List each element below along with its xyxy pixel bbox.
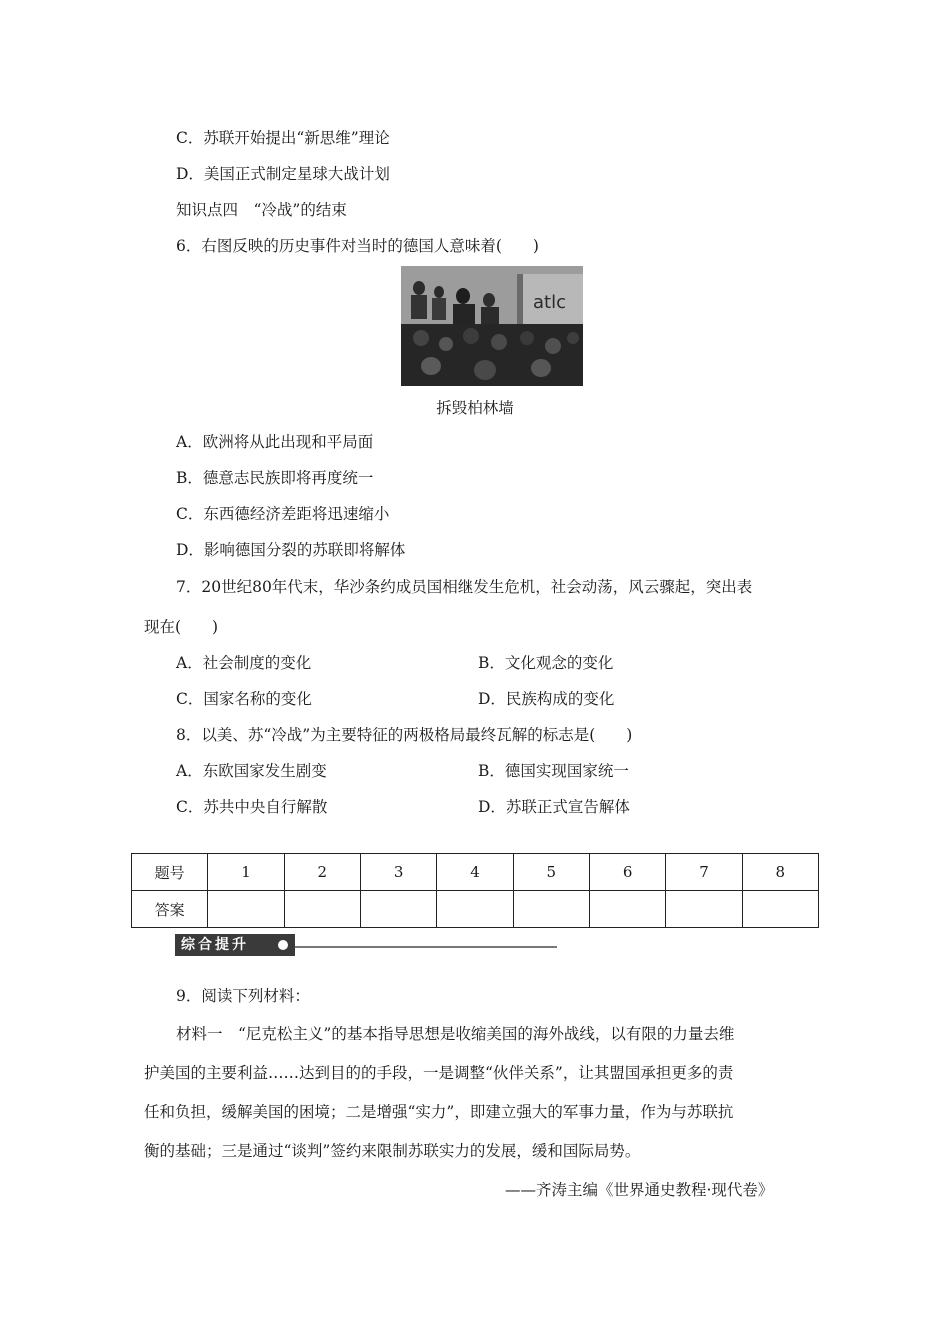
question-number: 7 — [666, 854, 742, 891]
q8-option-b: B．德国实现国家统一 — [478, 762, 629, 780]
question-number: 5 — [513, 854, 589, 891]
section-dot-icon — [278, 940, 288, 950]
q5-option-d: D．美国正式制定星球大战计划 — [176, 165, 390, 183]
answer-table-answer-row — [132, 891, 819, 928]
q7-stem-line2: 现在( ) — [144, 618, 219, 636]
q8-stem: 8．以美、苏“冷战”为主要特征的两极格局最终瓦解的标志是( ) — [176, 726, 633, 744]
answer-cell[interactable] — [742, 891, 818, 928]
number-row-header: 题号 — [132, 854, 208, 891]
question-number: 1 — [208, 854, 284, 891]
q7-stem-line1: 7．20世纪80年代末，华沙条约成员国相继发生危机，社会动荡，风云骤起，突出表 — [176, 578, 753, 596]
q7-option-b: B．文化观念的变化 — [478, 654, 614, 672]
q7-option-d: D．民族构成的变化 — [478, 690, 615, 708]
q9-stem: 9．阅读下列材料： — [176, 987, 310, 1005]
section-label: 综合提升 — [175, 934, 295, 956]
answer-table — [131, 853, 819, 928]
material-line: 衡的基础；三是通过“谈判”签约来限制苏联实力的发展，缓和国际局势。 — [144, 1142, 641, 1160]
material-line: 材料一 “尼克松主义”的基本指导思想是收缩美国的海外战线，以有限的力量去维 — [176, 1025, 735, 1043]
q7-option-c: C．国家名称的变化 — [176, 690, 312, 708]
answer-cell[interactable] — [513, 891, 589, 928]
answer-cell[interactable] — [589, 891, 665, 928]
q6-option-d: D．影响德国分裂的苏联即将解体 — [176, 541, 406, 559]
question-number: 3 — [360, 854, 436, 891]
question-number: 6 — [589, 854, 665, 891]
answer-table-number-row — [132, 854, 819, 891]
wall-graffiti: atlc — [533, 292, 566, 313]
material-source: ——齐涛主编《世界通史教程·现代卷》 — [505, 1181, 774, 1199]
q5-option-c: C．苏联开始提出“新思维”理论 — [176, 129, 390, 147]
answer-cell[interactable] — [666, 891, 742, 928]
q7-option-a: A．社会制度的变化 — [176, 654, 312, 672]
answer-cell[interactable] — [284, 891, 360, 928]
berlin-wall-photo — [401, 266, 583, 386]
knowledge-point-heading: 知识点四 “冷战”的结束 — [176, 201, 347, 219]
question-number: 8 — [742, 854, 818, 891]
q6-option-c: C．东西德经济差距将迅速缩小 — [176, 505, 390, 523]
answer-cell[interactable] — [208, 891, 284, 928]
q8-option-c: C．苏共中央自行解散 — [176, 798, 328, 816]
q6-option-b: B．德意志民族即将再度统一 — [176, 469, 374, 487]
question-number: 4 — [437, 854, 513, 891]
material-line: 护美国的主要利益……达到目的的手段，一是调整“伙伴关系”，让其盟国承担更多的责 — [144, 1064, 734, 1082]
answer-cell[interactable] — [437, 891, 513, 928]
answer-row-header: 答案 — [132, 891, 208, 928]
q8-option-a: A．东欧国家发生剧变 — [176, 762, 327, 780]
question-number: 2 — [284, 854, 360, 891]
material-line: 任和负担，缓解美国的困境；二是增强“实力”，即建立强大的军事力量，作为与苏联抗 — [144, 1103, 734, 1121]
section-divider — [295, 946, 557, 948]
answer-cell[interactable] — [360, 891, 436, 928]
image-caption: 拆毁柏林墙 — [436, 399, 514, 417]
photo-illustration — [401, 266, 583, 386]
q6-stem: 6．右图反映的历史事件对当时的德国人意味着( ) — [176, 237, 539, 255]
q6-option-a: A．欧洲将从此出现和平局面 — [176, 433, 374, 451]
q8-option-d: D．苏联正式宣告解体 — [478, 798, 630, 816]
